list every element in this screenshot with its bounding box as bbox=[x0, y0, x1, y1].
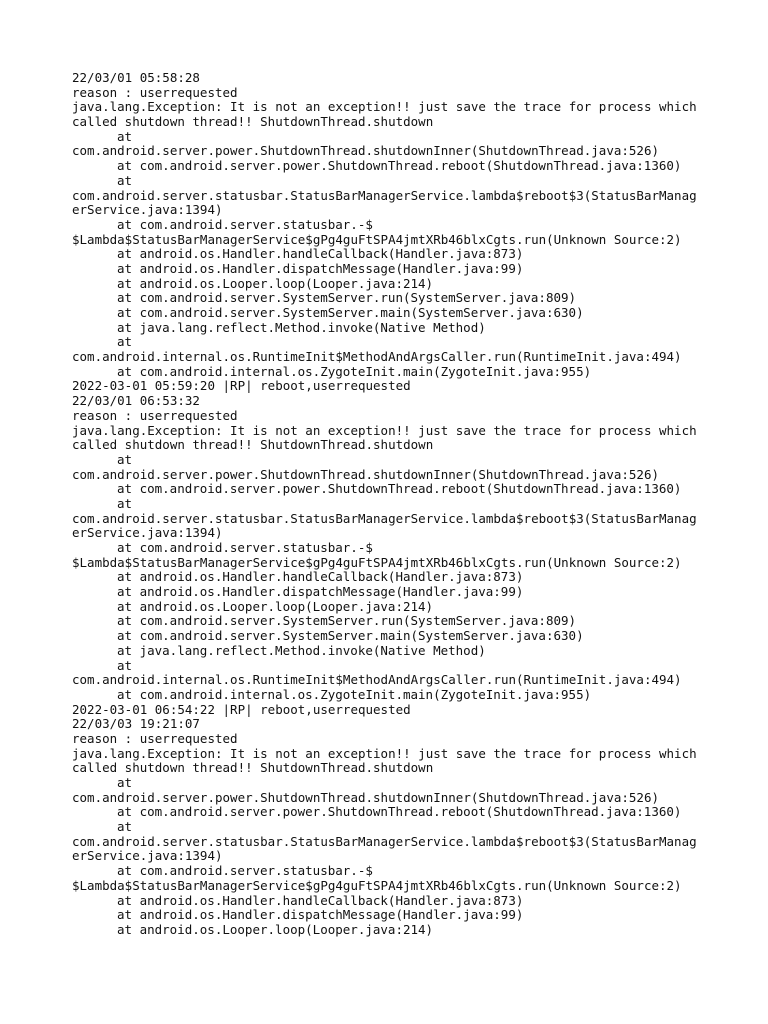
log-line: erService.java:1394) bbox=[72, 848, 223, 864]
log-line: at com.android.server.statusbar.-$ bbox=[117, 540, 373, 555]
log-line: at com.android.server.power.ShutdownThread.reboot(ShutdownThread.java:1360) bbox=[117, 158, 682, 174]
log-line: erService.java:1394) bbox=[72, 202, 223, 218]
log-line: 2022-03-01 05:59:20 |RP| reboot,userrequested bbox=[72, 378, 411, 394]
log-line: at android.os.Handler.dispatchMessage(Handler.java:99) bbox=[117, 584, 524, 600]
log-line: at bbox=[117, 657, 133, 673]
log-line: at java.lang.reflect.Method.invoke(Native Method) bbox=[117, 319, 486, 335]
log-line: at com.android.internal.os.ZygoteInit.main(ZygoteInit.java:955) bbox=[117, 686, 592, 702]
log-line: com.android.server.power.ShutdownThread.shutdownInner(ShutdownThread.java:526) bbox=[72, 789, 659, 805]
log-line: $Lambda$StatusBarManagerService$gPg4guFtSPA4jmtXRb46blxCgts.run(Unknown Source:2) bbox=[72, 877, 682, 893]
log-line: at android.os.Handler.dispatchMessage(Handler.java:99) bbox=[117, 907, 524, 923]
log-line: at android.os.Handler.handleCallback(Handler.java:873) bbox=[117, 892, 524, 908]
log-line: java.lang.Exception: It is not an exception!! just save the trace for process which bbox=[72, 745, 697, 761]
log-line: at com.android.server.SystemServer.main(SystemServer.java:630) bbox=[117, 628, 584, 644]
log-text-block bbox=[72, 71, 712, 938]
log-line: at java.lang.reflect.Method.invoke(Native Method) bbox=[117, 642, 486, 658]
log-line: at android.os.Looper.loop(Looper.java:214) bbox=[117, 275, 434, 291]
log-line: 22/03/03 19:21:07 bbox=[72, 716, 200, 732]
log-line: at com.android.server.SystemServer.run(SystemServer.java:809) bbox=[117, 290, 577, 306]
log-line: called shutdown thread!! ShutdownThread.shutdown bbox=[72, 437, 434, 453]
log-line: java.lang.Exception: It is not an exception!! just save the trace for process which bbox=[72, 99, 697, 115]
log-line: erService.java:1394) bbox=[72, 525, 223, 541]
log-line: at com.android.server.power.ShutdownThread.reboot(ShutdownThread.java:1360) bbox=[117, 481, 682, 497]
log-line: com.android.server.power.ShutdownThread.shutdownInner(ShutdownThread.java:526) bbox=[72, 143, 659, 159]
log-line: com.android.server.statusbar.StatusBarManagerService.lambda$reboot$3(StatusBarManag bbox=[72, 187, 697, 203]
log-line: at com.android.server.SystemServer.run(SystemServer.java:809) bbox=[117, 613, 577, 629]
log-line: java.lang.Exception: It is not an exception!! just save the trace for process which bbox=[72, 422, 697, 438]
log-line: at android.os.Handler.handleCallback(Handler.java:873) bbox=[117, 569, 524, 585]
log-line: at bbox=[117, 775, 133, 790]
log-line: at android.os.Looper.loop(Looper.java:214) bbox=[117, 921, 434, 937]
log-line: at bbox=[117, 128, 133, 144]
log-line: at com.android.server.power.ShutdownThread.reboot(ShutdownThread.java:1360) bbox=[117, 804, 682, 820]
log-line: at bbox=[117, 819, 133, 835]
log-line: at com.android.internal.os.ZygoteInit.main(ZygoteInit.java:955) bbox=[117, 363, 592, 379]
log-line: called shutdown thread!! ShutdownThread.shutdown bbox=[72, 760, 434, 776]
log-line: com.android.server.statusbar.StatusBarManagerService.lambda$reboot$3(StatusBarManag bbox=[72, 510, 697, 526]
log-line: $Lambda$StatusBarManagerService$gPg4guFtSPA4jmtXRb46blxCgts.run(Unknown Source:2) bbox=[72, 554, 682, 570]
log-line: 2022-03-01 06:54:22 |RP| reboot,userrequested bbox=[72, 701, 411, 717]
log-line: 22/03/01 05:58:28 bbox=[72, 70, 200, 85]
log-line: reason : userrequested bbox=[72, 730, 238, 746]
log-line: com.android.server.statusbar.StatusBarManagerService.lambda$reboot$3(StatusBarManag bbox=[72, 833, 697, 849]
log-line: reason : userrequested bbox=[72, 407, 238, 423]
log-line: at com.android.server.statusbar.-$ bbox=[117, 863, 373, 879]
log-line: called shutdown thread!! ShutdownThread.shutdown bbox=[72, 114, 434, 130]
log-line: at bbox=[117, 495, 133, 511]
log-line: at bbox=[117, 172, 133, 188]
log-line: com.android.internal.os.RuntimeInit$MethodAndArgsCaller.run(RuntimeInit.java:494) bbox=[72, 349, 682, 365]
log-line: 22/03/01 06:53:32 bbox=[72, 393, 200, 409]
log-line: at com.android.server.SystemServer.main(SystemServer.java:630) bbox=[117, 305, 584, 320]
log-line: at android.os.Looper.loop(Looper.java:214) bbox=[117, 598, 434, 614]
log-line: at bbox=[117, 451, 133, 467]
log-line: at android.os.Handler.handleCallback(Handler.java:873) bbox=[117, 246, 524, 262]
log-line: com.android.server.power.ShutdownThread.shutdownInner(ShutdownThread.java:526) bbox=[72, 466, 659, 482]
log-line: at android.os.Handler.dispatchMessage(Handler.java:99) bbox=[117, 260, 524, 276]
log-line: at bbox=[117, 334, 133, 350]
log-line: at com.android.server.statusbar.-$ bbox=[117, 216, 373, 232]
log-line: com.android.internal.os.RuntimeInit$MethodAndArgsCaller.run(RuntimeInit.java:494) bbox=[72, 672, 682, 688]
log-line: reason : userrequested bbox=[72, 84, 238, 100]
log-line: $Lambda$StatusBarManagerService$gPg4guFtSPA4jmtXRb46blxCgts.run(Unknown Source:2) bbox=[72, 231, 682, 247]
